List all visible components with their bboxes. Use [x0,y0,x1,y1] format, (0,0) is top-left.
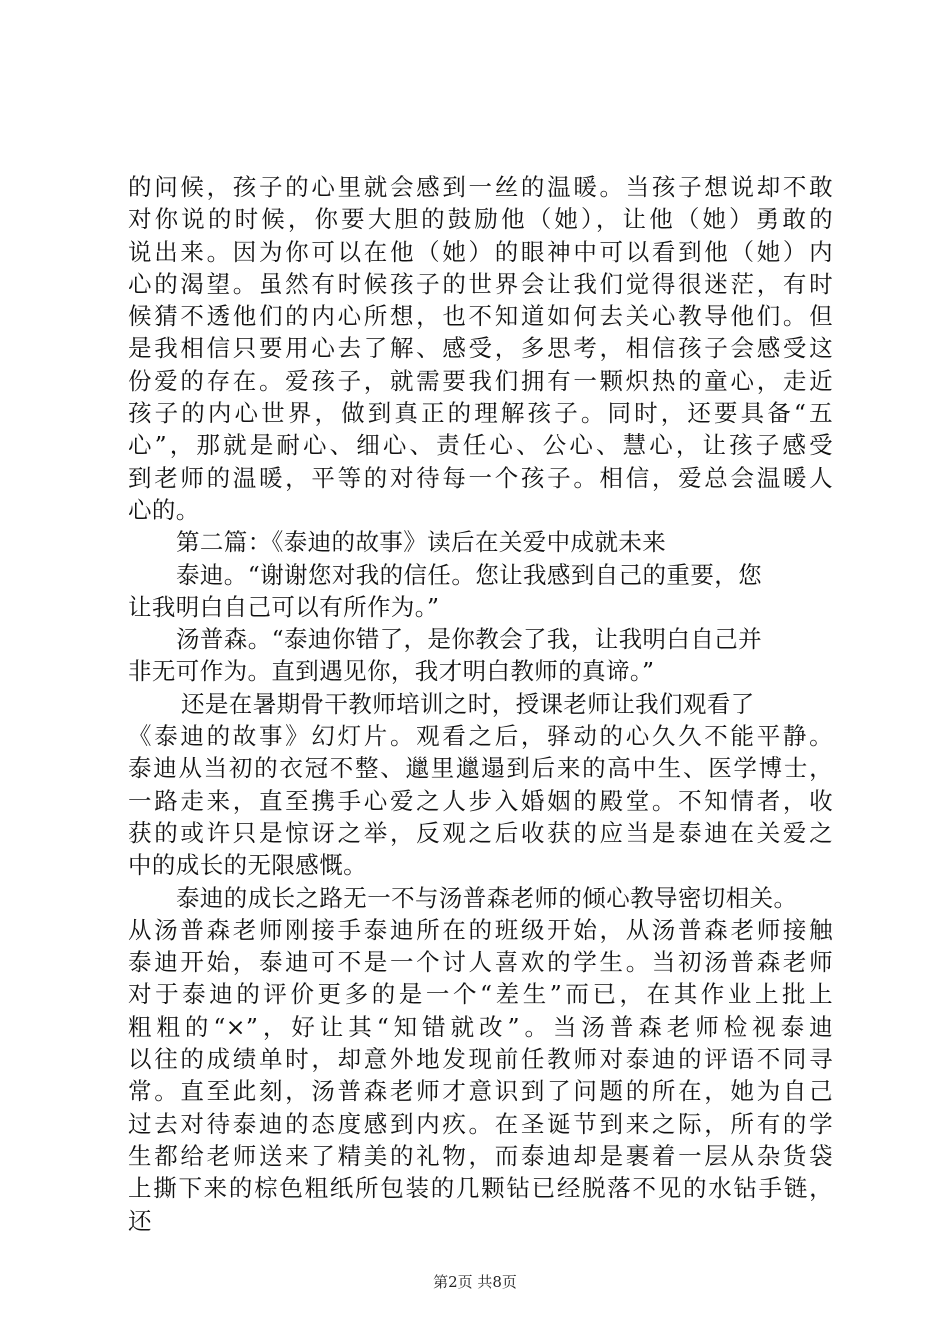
text-line: 中的成长的无限感慨。 [128,851,367,880]
text-line: 到老师的温暖，平等的对待每一个孩子。相信，爱总会温暖人 [128,463,833,492]
text-line: 一路走来，直至携手心爱之人步入婚姻的殿堂。不知情者，收 [128,786,833,815]
text-line: 粗粗的“×”，好让其“知错就改”。当汤普森老师检视泰迪 [128,1012,833,1041]
text-line: 候猜不透他们的内心所想，也不知道如何去关心教导他们。但 [128,302,833,331]
text-line: 过去对待泰迪的态度感到内疚。在圣诞节到来之际，所有的学 [128,1109,833,1138]
text-line: 的问候，孩子的心里就会感到一丝的温暖。当孩子想说却不敢 [128,173,833,201]
text-line: 泰迪。“谢谢您对我的信任。您让我感到自己的重要，您 [176,560,763,589]
text-line: 生都给老师送来了精美的礼物，而泰迪却是裹着一层从杂货袋 [128,1141,833,1170]
text-line: 说出来。因为你可以在他（她）的眼神中可以看到他（她）内 [128,237,833,266]
page-footer [0,1272,950,1292]
text-line: 泰迪开始，泰迪可不是一个讨人喜欢的学生。当初汤普森老师 [128,948,833,977]
text-line: 以往的成绩单时，却意外地发现前任教师对泰迪的评语不同寻 [128,1045,833,1074]
page-number: 第2页 共8页 [433,1273,517,1291]
text-line: 汤普森。“泰迪你错了，是你教会了我，让我明白自己并 [176,625,763,654]
text-line: 从汤普森老师刚接手泰迪所在的班级开始，从汤普森老师接触 [128,915,833,944]
text-line: 心的渴望。虽然有时候孩子的世界会让我们觉得很迷茫，有时 [128,269,833,298]
text-line: 泰迪的成长之路无一不与汤普森老师的倾心教导密切相关。 [176,883,798,912]
text-line: 孩子的内心世界，做到真正的理解孩子。同时，还要具备“五 [128,399,833,428]
text-line: 非无可作为。直到遇见你，我才明白教师的真谛。” [128,657,655,686]
text-line: 常。直至此刻，汤普森老师才意识到了问题的所在，她为自己 [128,1077,833,1106]
text-line: 对于泰迪的评价更多的是一个“差生”而已，在其作业上批上 [128,980,833,1009]
text-line: 还 [128,1206,152,1235]
text-line: 让我明白自己可以有所作为。” [128,592,440,621]
text-line: 份爱的存在。爱孩子，就需要我们拥有一颗炽热的童心，走近 [128,366,833,395]
text-line: 上撕下来的棕色粗纸所包装的几颗钻已经脱落不见的水钻手链， [128,1174,833,1203]
text-line: 获的或许只是惊讶之举，反观之后收获的应当是泰迪在关爱之 [128,818,833,847]
text-line: 泰迪从当初的衣冠不整、邋里邋遢到后来的高中生、医学博士， [128,754,833,783]
text-line: 对你说的时候，你要大胆的鼓励他（她），让他（她）勇敢的 [128,205,833,234]
document-body [128,171,833,1237]
text-line: 是我相信只要用心去了解、感受，多思考，相信孩子会感受这 [128,334,833,363]
text-line: 《泰迪的故事》幻灯片。观看之后，驿动的心久久不能平静。 [128,722,833,751]
text-line: 还是在暑期骨干教师培训之时，授课老师让我们观看了 [181,689,755,718]
text-line: 心”，那就是耐心、细心、责任心、公心、慧心，让孩子感受 [128,431,833,460]
text-line: 心的。 [128,495,200,524]
section-heading: 第二篇：《泰迪的故事》读后在关爱中成就未来 [176,528,667,557]
